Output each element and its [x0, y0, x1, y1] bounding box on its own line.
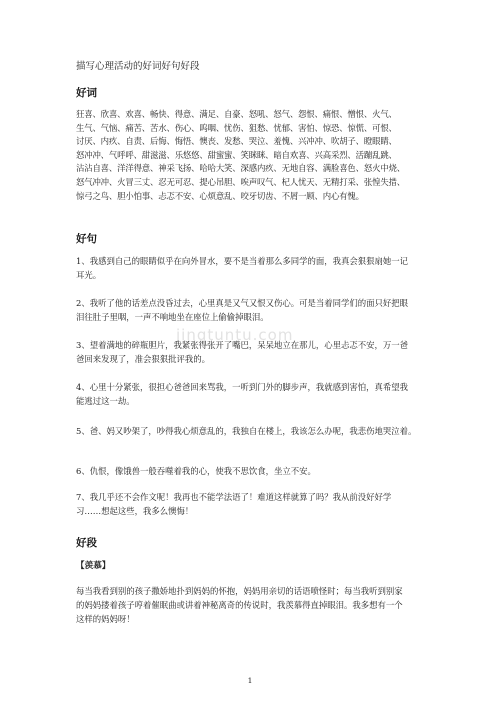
words-list	[76, 108, 432, 203]
sentence-line: 7、我几乎还不会作文呢！我再也不能学法语了！难道这样就算了吗？我从前没好好学	[76, 492, 392, 502]
words-heading: 好词	[76, 87, 97, 99]
paragraphs-heading: 好段	[76, 537, 97, 549]
sentence-line: 2、我听了他的话差点没昏过去，心里真是又气又恨又伤心。可是当着同学们的面只好把眼	[76, 298, 408, 308]
page-title: 描写心理活动的好词好句好段	[76, 61, 200, 72]
words-line: 沾沾自喜、洋洋得意、神采飞扬、哈哈大笑、深感内疚、无地自容、满脸喜色、怒火中烧、	[76, 163, 405, 174]
sentence-line: 习……想起这些，我多么懊悔！	[76, 506, 194, 516]
paragraph-tag: 【羡慕】	[76, 561, 111, 571]
page-number: 1	[247, 676, 253, 685]
sentence-line: 能逃过这一劫。	[76, 396, 135, 406]
sentence-item	[76, 254, 436, 282]
sentence-item	[76, 490, 436, 518]
paragraph-line: 这样的妈妈呀！	[76, 614, 135, 624]
sentence-line: 3、望着满地的碎瓶胆片，我紧张得张开了嘴巴，呆呆地立在那儿，心里忐忑不安，万一爸	[76, 340, 408, 350]
paragraph	[76, 584, 436, 626]
sentence-line: 4、心里十分紧张，很担心爸爸回来骂我，一听到门外的脚步声，我就感到害怕，真希望我	[76, 382, 408, 392]
sentence-line: 6、仇恨，像饿兽一般吞噬着我的心，使我不思饮食，坐立不安。	[76, 466, 316, 476]
words-line: 怒冲冲、气呼呼、甜滋滋、乐悠悠、甜蜜蜜、笑眯眯、暗自欢喜、兴高采烈、活蹦乱跳、	[76, 149, 397, 160]
sentence-line: 爸回来发现了，准会狠狠批评我的。	[76, 354, 210, 364]
sentence-line: 耳光。	[76, 270, 102, 280]
sentence-item	[76, 424, 436, 438]
sentence-item	[76, 380, 436, 408]
sentences-heading: 好句	[76, 233, 97, 245]
sentence-item	[76, 464, 436, 478]
words-line: 生气、气恼、痛苦、苦水、伤心、呜咽、忧伤、狙愁、忧郁、害怕、惊恐、惊慌、可恨、	[76, 122, 397, 133]
sentence-line: 1、我感到自己的眼睛似乎在向外冒水，要不是当着那么多同学的面，我真会狠狠扇她一记	[76, 256, 408, 266]
words-line: 狂喜、欣喜、欢喜、畅快、得意、满足、自豪、怒吼、怒气、怨恨、痛恨、憎恨、火气、	[76, 109, 397, 119]
paragraph-line: 的妈妈搂着孩子哼着催眠曲或讲着神秘离奇的传说时，我羡慕得直掉眼泪。我多想有一个	[76, 600, 403, 610]
words-line: 讨厌、内疚、自责、后悔、悔悟、懊丧、发愁、哭泣、羞愧、兴冲冲、吹胡子、瞪眼睛、	[76, 136, 397, 147]
words-line: 惊弓之鸟、胆小怕事、忐忑不安、心烦意乱、咬牙切齿、不屑一顾、内心有愧。	[76, 190, 364, 201]
sentence-line: 5、爸、妈又吵架了，吵得我心烦意乱的，我独自在楼上，我该怎么办呢，我悲伤地哭泣着。	[76, 426, 417, 436]
sentence-item	[76, 296, 436, 324]
watermark: jingtuntu.com	[176, 326, 294, 344]
sentence-line: 泪往肚子里咽，一声不响地坐在座位上偷偷掉眼泪。	[76, 312, 269, 322]
words-line: 怒气冲冲、火冒三丈、忍无可忍、提心吊胆、唉声叹气、杞人忧天、无精打采、张惶失措、	[76, 176, 405, 187]
sentence-item	[76, 338, 436, 366]
paragraph-line: 每当我看到别的孩子撒娇地扑到妈妈的怀抱，妈妈用亲切的话语喷怪时；每当我听到别家	[76, 586, 403, 596]
